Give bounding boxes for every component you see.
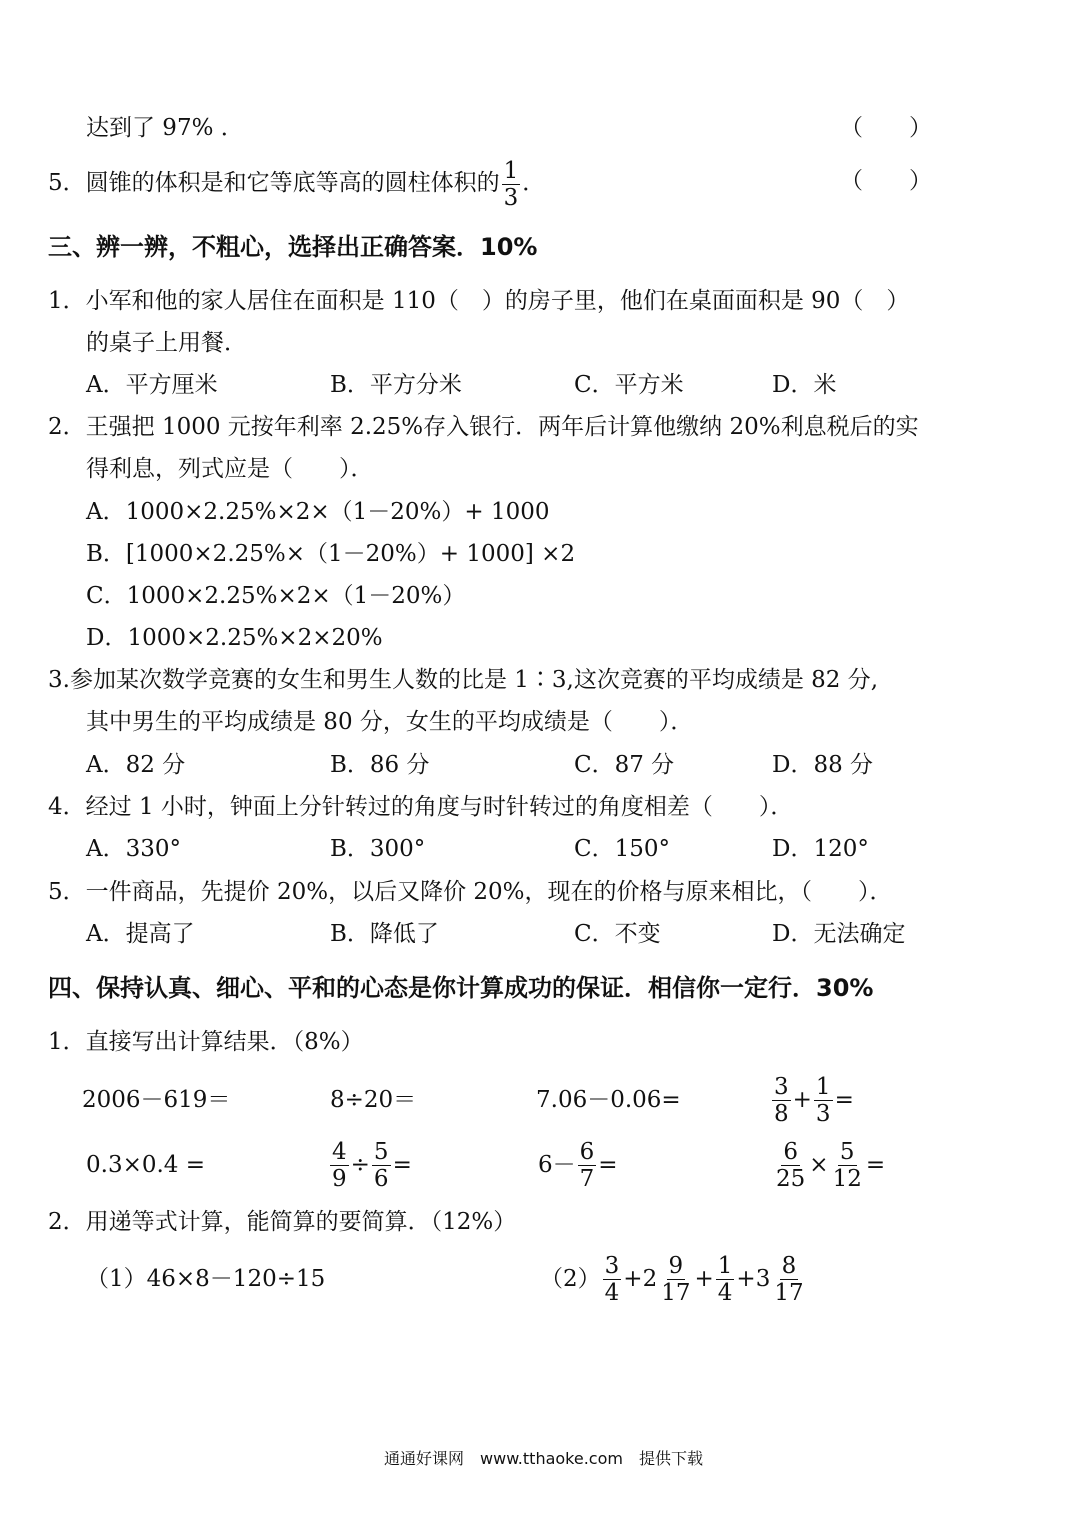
frac-num: 6 bbox=[579, 1138, 595, 1165]
frac-num: 1 bbox=[503, 157, 519, 184]
operator: + bbox=[694, 1266, 714, 1292]
s4-q2-item-1: （1）46×8－120÷15 bbox=[86, 1266, 326, 1292]
s3-q2-option-a: A．1000×2.25%×2×（1－20%）+ 1000 bbox=[86, 499, 550, 525]
s3-q4-option-d: D．120° bbox=[772, 836, 869, 862]
fraction-one-third bbox=[502, 158, 521, 211]
s3-q5-option-b: B．降低了 bbox=[330, 921, 439, 947]
calc-item-6 bbox=[328, 1137, 412, 1193]
s3-q2-option-c: C．1000×2.25%×2×（1－20%） bbox=[86, 583, 466, 609]
frac bbox=[831, 1139, 864, 1192]
frac-den: 17 bbox=[661, 1279, 691, 1306]
frac-num: 6 bbox=[783, 1138, 798, 1165]
frac-den: 9 bbox=[332, 1165, 347, 1192]
s3-q1-line1: 1．小军和他的家人居住在面积是 110（ ）的房子里，他们在桌面面积是 90（ ） bbox=[48, 288, 910, 314]
operator: × bbox=[809, 1152, 829, 1178]
s3-q4-option-b: B．300° bbox=[330, 836, 426, 862]
frac-num: 3 bbox=[774, 1073, 789, 1100]
calc-item-3: 7.06－0.06= bbox=[536, 1087, 681, 1113]
frac-den: 6 bbox=[373, 1165, 389, 1192]
s3-q3-line2: 其中男生的平均成绩是 80 分，女生的平均成绩是（ ）． bbox=[86, 709, 694, 735]
footer-credit: 通通好课网 www.tthaoke.com 提供下载 bbox=[384, 1449, 703, 1468]
frac-den: 25 bbox=[776, 1165, 806, 1192]
s3-q4-line1: 4．经过 1 小时，钟面上分针转过的角度与时针转过的角度相差（ ）． bbox=[48, 794, 794, 820]
s4-q1-title: 1．直接写出计算结果．（8%） bbox=[48, 1029, 364, 1055]
frac bbox=[814, 1074, 833, 1127]
frac bbox=[578, 1139, 597, 1192]
s3-q1-option-c: C．平方米 bbox=[574, 372, 684, 398]
s4-q2-item-2 bbox=[540, 1251, 808, 1307]
calc-item-5: 0.3×0.4 = bbox=[86, 1152, 206, 1178]
s3-q5-option-d: D．无法确定 bbox=[772, 921, 906, 947]
calc-item-4 bbox=[770, 1072, 854, 1128]
s3-q1-line2: 的桌子上用餐． bbox=[86, 330, 247, 356]
s3-q1-option-b: B．平方分米 bbox=[330, 372, 462, 398]
s3-q1-option-a: A．平方厘米 bbox=[86, 372, 218, 398]
q4-continuation: 达到了 97% ． bbox=[86, 115, 244, 141]
frac-num: 1 bbox=[815, 1073, 831, 1100]
section4-title: 四、保持认真、细心、平和的心态是你计算成功的保证．相信你一定行．30% bbox=[48, 974, 874, 1002]
s3-q5-option-a: A．提高了 bbox=[86, 921, 195, 947]
frac bbox=[772, 1074, 791, 1127]
s4-q2-title: 2．用递等式计算，能简算的要简算．（12%） bbox=[48, 1209, 517, 1235]
q5-suffix: ． bbox=[522, 170, 546, 196]
frac-den: 3 bbox=[503, 184, 519, 211]
calc-item-7 bbox=[538, 1137, 618, 1193]
frac-den: 7 bbox=[579, 1165, 595, 1192]
item-label: （2） bbox=[540, 1266, 601, 1292]
frac bbox=[330, 1139, 349, 1192]
s3-q2-line2: 得利息，列式应是（ ）． bbox=[86, 456, 374, 482]
s3-q3-option-a: A．82 分 bbox=[86, 752, 186, 778]
s3-q4-option-c: C．150° bbox=[574, 836, 670, 862]
s3-q2-option-b: B．[1000×2.25%×（1－20%）+ 1000] ×2 bbox=[86, 541, 576, 567]
q5-answer-paren: （ ） bbox=[840, 168, 932, 194]
frac-den: 12 bbox=[832, 1165, 862, 1192]
whole-part: 2 bbox=[642, 1266, 658, 1292]
calc-item-2: 8÷20＝ bbox=[330, 1087, 417, 1113]
frac-num: 5 bbox=[373, 1138, 389, 1165]
mixed-number bbox=[756, 1251, 808, 1307]
s3-q5-option-c: C．不变 bbox=[574, 921, 661, 947]
q5-prefix: 5．圆锥的体积是和它等底等高的圆柱体积的 bbox=[48, 170, 500, 196]
equals: = bbox=[865, 1152, 886, 1178]
q5-statement bbox=[48, 157, 545, 211]
frac bbox=[774, 1139, 807, 1192]
frac-num: 3 bbox=[604, 1252, 620, 1279]
q4-answer-paren: （ ） bbox=[840, 115, 932, 141]
whole-part: 6－ bbox=[538, 1152, 576, 1178]
s3-q3-option-b: B．86 分 bbox=[330, 752, 430, 778]
frac bbox=[659, 1253, 692, 1306]
frac bbox=[372, 1139, 391, 1192]
frac-num: 9 bbox=[668, 1252, 684, 1279]
frac-num: 1 bbox=[717, 1252, 733, 1279]
frac-den: 4 bbox=[604, 1279, 620, 1306]
frac-den: 3 bbox=[815, 1100, 831, 1127]
s3-q5-line1: 5．一件商品，先提价 20%，以后又降价 20%，现在的价格与原来相比，（ ）． bbox=[48, 879, 893, 905]
section3-title: 三、辨一辨，不粗心，选择出正确答案．10% bbox=[48, 233, 538, 261]
s3-q3-line1: 3.参加某次数学竞赛的女生和男生人数的比是 1∶3,这次竞赛的平均成绩是 82 分, bbox=[48, 667, 879, 693]
frac bbox=[716, 1253, 735, 1306]
frac-num: 4 bbox=[332, 1138, 347, 1165]
frac-den: 8 bbox=[774, 1100, 789, 1127]
frac-num: 8 bbox=[781, 1252, 797, 1279]
frac-den: 17 bbox=[774, 1279, 804, 1306]
frac-num: 5 bbox=[839, 1138, 855, 1165]
mixed-number bbox=[643, 1251, 695, 1307]
frac bbox=[603, 1253, 622, 1306]
calc-item-8 bbox=[772, 1137, 885, 1193]
operator: + bbox=[623, 1266, 643, 1292]
whole-part: 3 bbox=[755, 1266, 771, 1292]
s3-q3-option-d: D．88 分 bbox=[772, 752, 874, 778]
calc-item-1: 2006－619＝ bbox=[82, 1087, 231, 1113]
s3-q3-option-c: C．87 分 bbox=[574, 752, 675, 778]
frac-den: 4 bbox=[717, 1279, 733, 1306]
equals: = bbox=[598, 1152, 618, 1178]
frac bbox=[772, 1253, 805, 1306]
equals: = bbox=[392, 1152, 412, 1178]
equals: = bbox=[834, 1087, 854, 1113]
operator: + bbox=[792, 1087, 812, 1113]
s3-q1-option-d: D．米 bbox=[772, 372, 837, 398]
s3-q4-option-a: A．330° bbox=[86, 836, 182, 862]
operator: ÷ bbox=[350, 1152, 370, 1178]
operator: + bbox=[736, 1266, 756, 1292]
s3-q2-line1: 2．王强把 1000 元按年利率 2.25%存入银行．两年后计算他缴纳 20%利息税后的实 bbox=[48, 414, 919, 440]
s3-q2-option-d: D．1000×2.25%×2×20% bbox=[86, 625, 383, 651]
